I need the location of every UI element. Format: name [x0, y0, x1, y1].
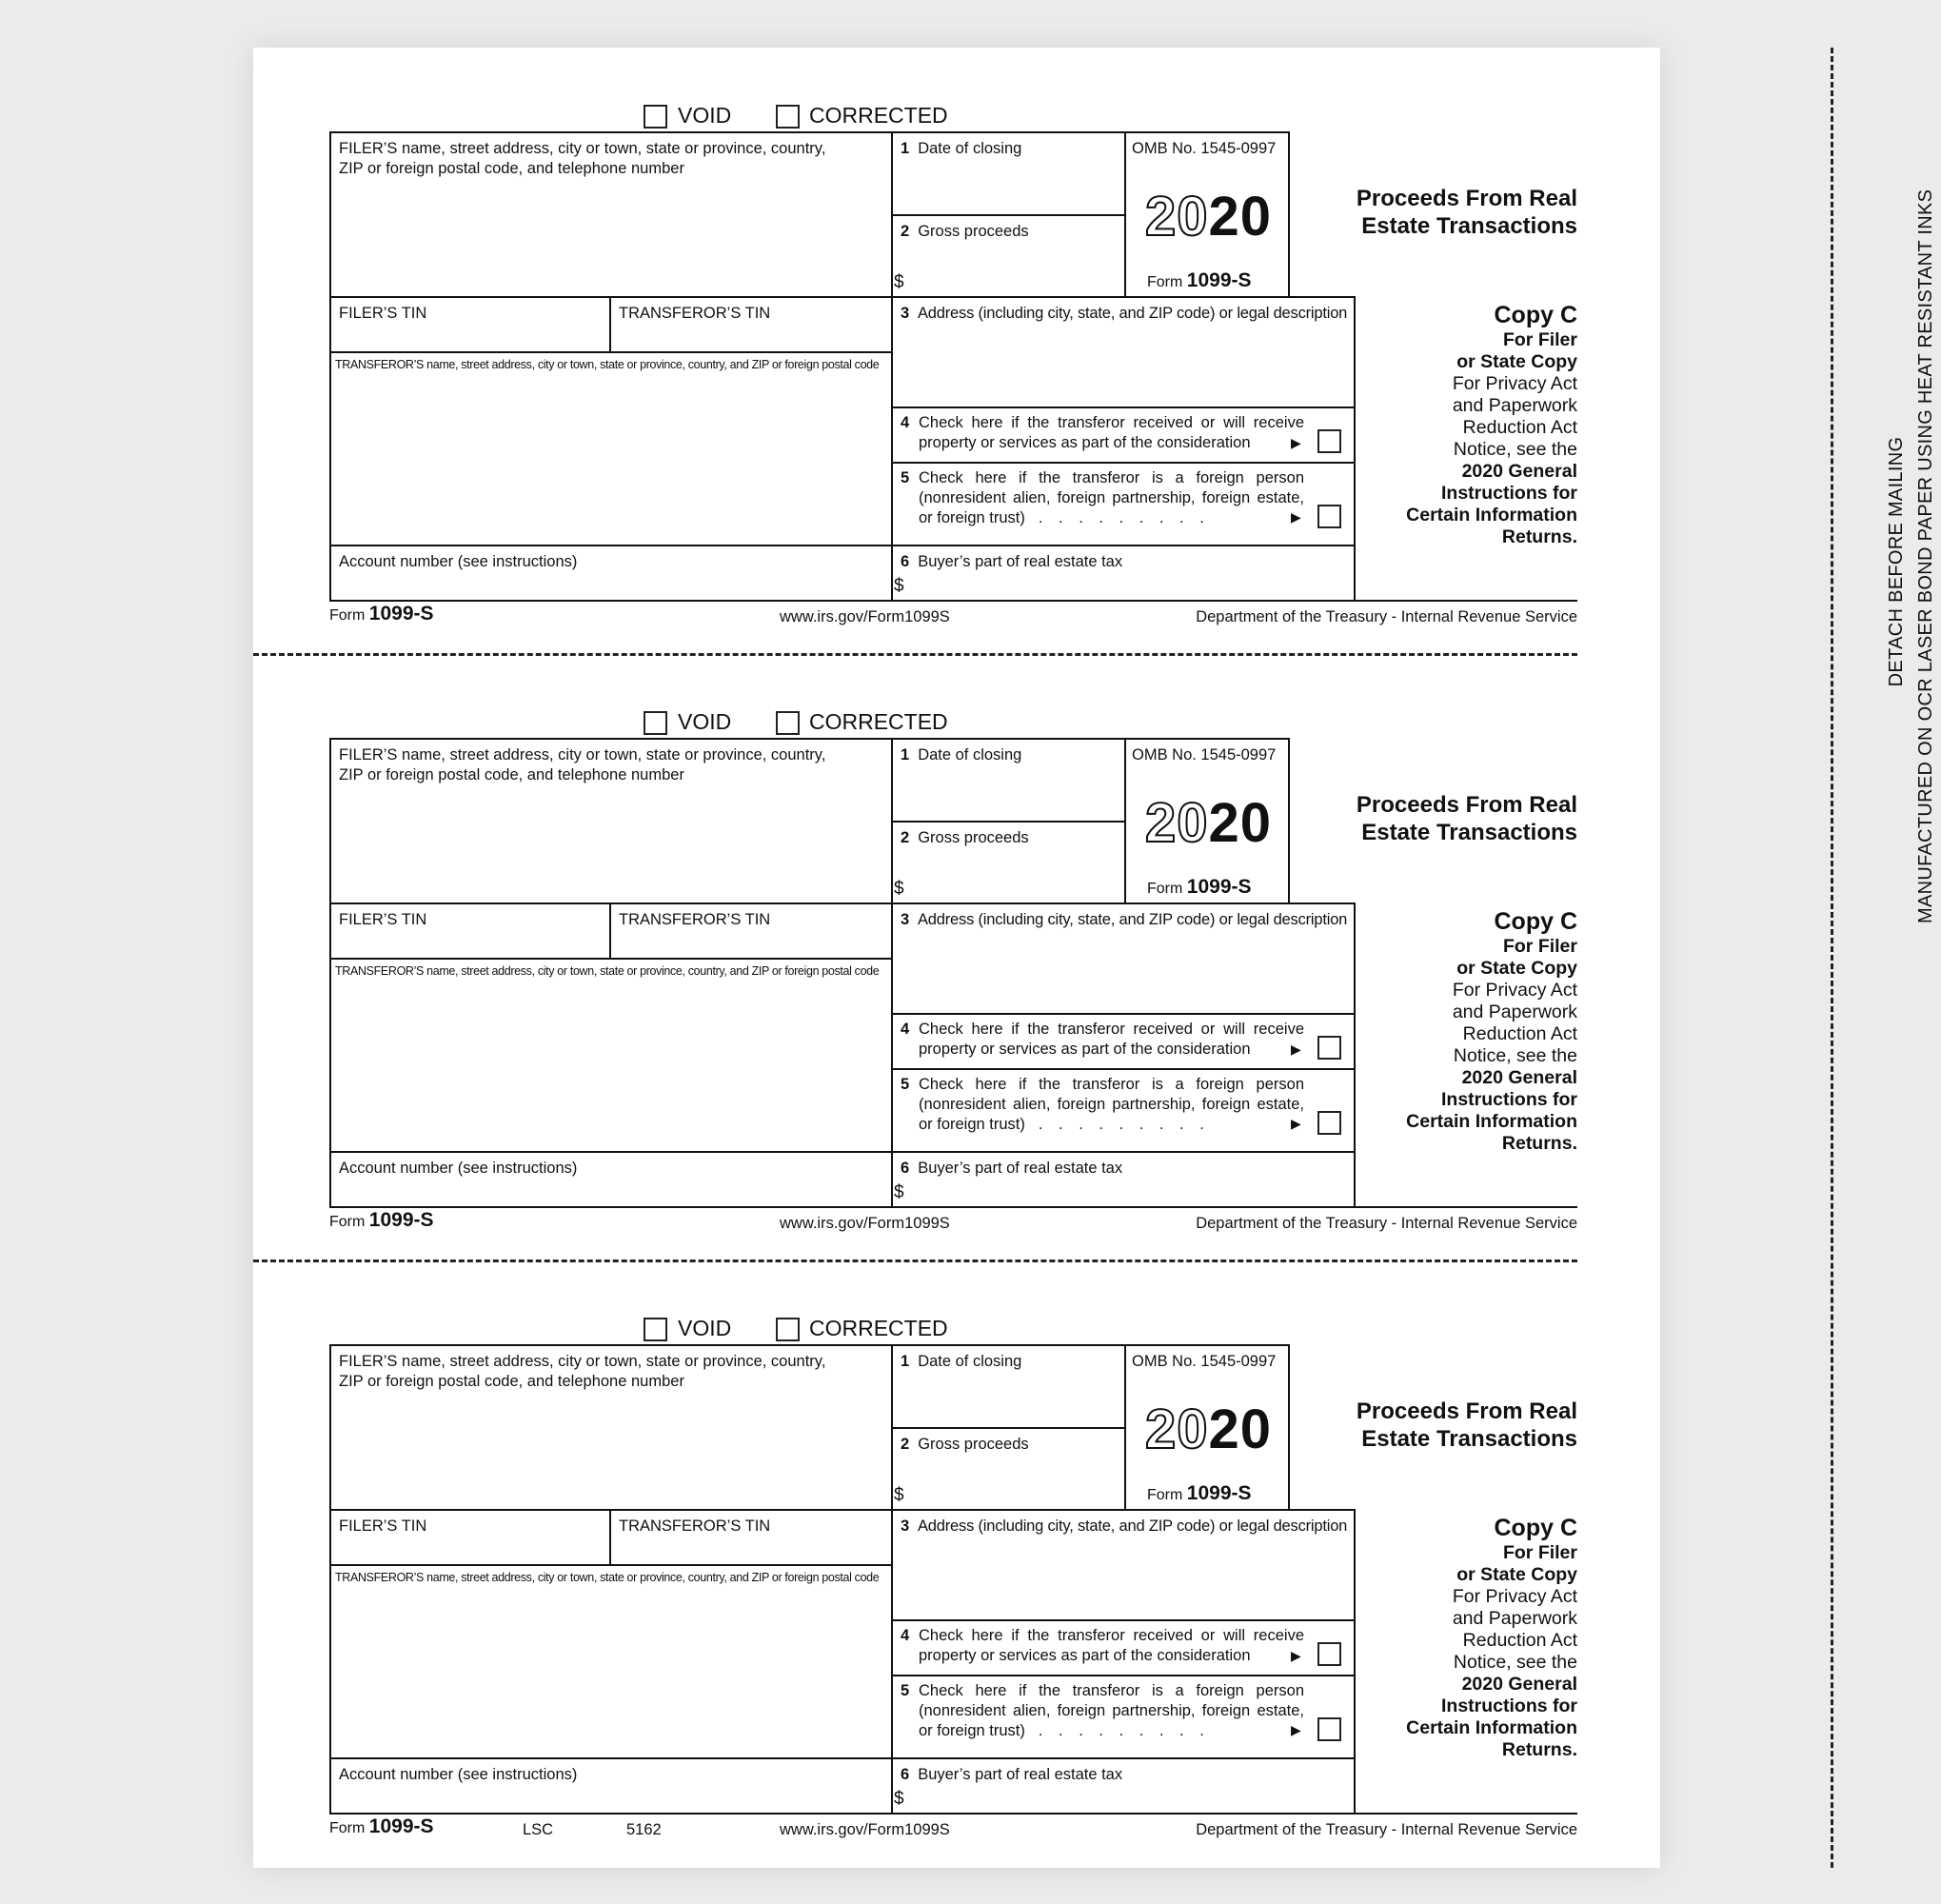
account-number-field[interactable]: Account number (see instructions): [339, 1766, 578, 1783]
footer-form-word: Form: [329, 1214, 366, 1230]
box4-text: [919, 1626, 1304, 1666]
privacy-line-8: Returns.: [1501, 526, 1577, 547]
copy-c-label: Copy C: [1494, 302, 1577, 328]
footer-form-id: [329, 1209, 434, 1232]
box6-number: 6: [901, 1160, 910, 1177]
box5-line-1: Check here if the transferor is a foreign person: [919, 469, 1304, 486]
box4-checkbox[interactable]: [1317, 1642, 1341, 1666]
corrected-label: CORRECTED: [809, 1316, 948, 1340]
box3-number: 3: [901, 911, 909, 928]
box4-text: [919, 1020, 1304, 1060]
filer-name-field[interactable]: [339, 1352, 881, 1392]
box4-num: 4: [901, 414, 910, 431]
year-outline-digits: 20: [1145, 186, 1209, 248]
privacy-line-3: Reduction Act: [1462, 1630, 1577, 1651]
title-line-2: Estate Transactions: [1361, 213, 1577, 239]
side-margin-text: [1882, 188, 1941, 923]
footer-form-id: [329, 603, 434, 625]
box1-divider: [891, 821, 1125, 823]
box4-checkbox[interactable]: [1317, 1036, 1341, 1060]
privacy-line-6: Instructions for: [1440, 1696, 1577, 1716]
dollar-sign: $: [894, 272, 904, 292]
privacy-line-4: Notice, see the: [1453, 439, 1577, 460]
filer-name-label-2: ZIP or foreign postal code, and telephone number: [339, 766, 684, 783]
box4-text: [919, 413, 1304, 453]
privacy-line-7: Certain Information: [1406, 1717, 1577, 1738]
omb-number: OMB No. 1545-0997: [1132, 746, 1277, 764]
tin-bottom-line: [329, 351, 893, 353]
account-number-field[interactable]: Account number (see instructions): [339, 553, 578, 570]
form-sheet: [253, 48, 1936, 1868]
dollar-sign: $: [894, 576, 904, 596]
box4-arrow-icon: ▶: [1291, 435, 1301, 450]
form-id-header: [1147, 269, 1252, 292]
form-title: [1300, 185, 1577, 240]
year-outline-digits: 20: [1145, 792, 1209, 854]
filer-name-label: FILER’S name, street address, city or town, state or province, country,: [339, 1353, 826, 1370]
box4-bottom-line: [891, 1068, 1356, 1070]
corrected-label: CORRECTED: [809, 103, 948, 128]
form-number: 1099-S: [1186, 876, 1252, 898]
void-checkbox[interactable]: [644, 105, 667, 129]
title-line-2: Estate Transactions: [1361, 820, 1577, 845]
box1-divider: [891, 1427, 1125, 1429]
filer-name-label-2: ZIP or foreign postal code, and telephone number: [339, 160, 684, 177]
corrected-checkbox[interactable]: [776, 1318, 800, 1341]
for-filer-label: For Filer: [1502, 329, 1577, 350]
privacy-line-8: Returns.: [1501, 1739, 1577, 1760]
box6-number: 6: [901, 1766, 910, 1783]
box4-line-1: Check here if the transferor received or will receive: [919, 414, 1304, 431]
box5-line-3: or foreign trust): [919, 1722, 1025, 1739]
box4-line-2: property or services as part of the consideration: [919, 1647, 1251, 1664]
box5-line-3: or foreign trust): [919, 509, 1025, 526]
footer-form-word: Form: [329, 607, 366, 624]
privacy-line-1: For Privacy Act: [1452, 1586, 1577, 1607]
for-filer-label: For Filer: [1502, 936, 1577, 957]
box2-number: 2: [901, 223, 910, 240]
privacy-line-6: Instructions for: [1440, 1089, 1577, 1110]
box5-text: [919, 1075, 1304, 1135]
box1-number: 1: [901, 1353, 910, 1370]
box3-property-address[interactable]: [901, 910, 1347, 930]
box4-arrow-icon: ▶: [1291, 1648, 1301, 1663]
transferor-name-field[interactable]: TRANSFEROR’S name, street address, city or town, state or province, country, and ZIP or foreign postal code: [335, 1571, 880, 1584]
privacy-line-2: and Paperwork: [1452, 1002, 1577, 1022]
copy-c-label: Copy C: [1494, 908, 1577, 935]
transferor-tin-field[interactable]: TRANSFEROR’S TIN: [619, 1517, 771, 1535]
privacy-line-5: 2020 General: [1461, 1674, 1577, 1695]
box4-arrow-icon: ▶: [1291, 1041, 1301, 1057]
dollar-sign: $: [894, 1789, 904, 1809]
title-line-1: Proceeds From Real: [1356, 792, 1577, 818]
box2-number: 2: [901, 1436, 910, 1453]
box2-gross-proceeds[interactable]: [901, 1435, 1029, 1455]
department-name: Department of the Treasury - Internal Revenue Service: [1196, 608, 1577, 625]
box2-label: Gross proceeds: [918, 223, 1029, 240]
or-state-label: or State Copy: [1456, 1564, 1577, 1585]
box3-bottom-line: [891, 1619, 1356, 1621]
filer-name-label-2: ZIP or foreign postal code, and telephone number: [339, 1373, 684, 1390]
box5-checkbox[interactable]: [1317, 1717, 1341, 1741]
box3-label: Address (including city, state, and ZIP code) or legal description: [917, 911, 1348, 928]
box4-bottom-line: [891, 462, 1356, 464]
vertical-perforation: [1831, 48, 1833, 1868]
omb-number: OMB No. 1545-0997: [1132, 140, 1277, 157]
transferor-name-field[interactable]: TRANSFEROR’S name, street address, city or town, state or province, country, and ZIP or foreign postal code: [335, 358, 880, 371]
box3-label: Address (including city, state, and ZIP code) or legal description: [917, 305, 1348, 322]
tin-divider: [609, 902, 611, 960]
box6-buyers-tax[interactable]: [901, 552, 1122, 572]
column-divider: [891, 131, 893, 602]
box3-number: 3: [901, 1517, 909, 1535]
box1-divider: [891, 214, 1125, 216]
box4-line-2: property or services as part of the consideration: [919, 434, 1251, 451]
bottom-rule-extension: [1354, 600, 1577, 602]
privacy-line-2: and Paperwork: [1452, 1608, 1577, 1629]
box3-property-address[interactable]: [901, 304, 1347, 324]
copy-designation: [1357, 907, 1577, 1155]
box5-line-1: Check here if the transferor is a foreign person: [919, 1076, 1304, 1093]
filer-tin-field[interactable]: FILER’S TIN: [339, 305, 427, 322]
year-outline-digits: 20: [1145, 1398, 1209, 1460]
tax-year: [1145, 1398, 1273, 1460]
manufacturing-notice: MANUFACTURED ON OCR LASER BOND PAPER USING HEAT RESISTANT INKS: [1915, 188, 1936, 923]
box5-checkbox[interactable]: [1317, 1111, 1341, 1135]
box3-bottom-line: [891, 1013, 1356, 1015]
form-title: [1300, 791, 1577, 846]
form-copy: [253, 654, 1577, 1260]
filer-tin-field[interactable]: FILER’S TIN: [339, 911, 427, 928]
title-line-2: Estate Transactions: [1361, 1426, 1577, 1452]
department-name: Department of the Treasury - Internal Revenue Service: [1196, 1215, 1577, 1232]
void-checkbox[interactable]: [644, 1318, 667, 1341]
copy-c-label: Copy C: [1494, 1515, 1577, 1541]
copy-designation: [1357, 1514, 1577, 1761]
department-name: Department of the Treasury - Internal Revenue Service: [1196, 1821, 1577, 1838]
privacy-line-4: Notice, see the: [1453, 1045, 1577, 1066]
transferor-tin-field[interactable]: TRANSFEROR’S TIN: [619, 911, 771, 928]
box5-arrow-icon: ▶: [1291, 1116, 1301, 1131]
box1-number: 1: [901, 746, 910, 764]
privacy-line-1: For Privacy Act: [1452, 373, 1577, 394]
box2-gross-proceeds[interactable]: [901, 828, 1029, 848]
copy-designation: [1357, 301, 1577, 548]
privacy-line-7: Certain Information: [1406, 505, 1577, 526]
box4-num: 4: [901, 1021, 910, 1038]
box4-checkbox[interactable]: [1317, 429, 1341, 453]
box1-date-of-closing[interactable]: [901, 745, 1021, 765]
tin-divider: [609, 1509, 611, 1566]
box5-arrow-icon: ▶: [1291, 1722, 1301, 1737]
form-copy: [253, 1260, 1577, 1867]
void-label: VOID: [678, 709, 732, 734]
privacy-line-4: Notice, see the: [1453, 1652, 1577, 1673]
transferor-tin-field[interactable]: TRANSFEROR’S TIN: [619, 305, 771, 322]
irs-website: www.irs.gov/Form1099S: [780, 608, 950, 625]
column-divider: [891, 1344, 893, 1815]
box5-text: [919, 1681, 1304, 1741]
box5-arrow-icon: ▶: [1291, 509, 1301, 525]
privacy-line-1: For Privacy Act: [1452, 980, 1577, 1001]
or-state-label: or State Copy: [1456, 958, 1577, 979]
box5-checkbox[interactable]: [1317, 505, 1341, 528]
box5-num: 5: [901, 469, 910, 486]
privacy-line-7: Certain Information: [1406, 1111, 1577, 1132]
filer-name-label: FILER’S name, street address, city or town, state or province, country,: [339, 140, 826, 157]
box6-buyers-tax[interactable]: [901, 1765, 1122, 1785]
box5-text: [919, 468, 1304, 528]
box2-gross-proceeds[interactable]: [901, 222, 1029, 242]
box4-num: 4: [901, 1627, 910, 1644]
form-word: Form: [1147, 1487, 1183, 1503]
privacy-line-5: 2020 General: [1461, 1067, 1577, 1088]
box5-num: 5: [901, 1682, 910, 1699]
corrected-checkbox[interactable]: [776, 105, 800, 129]
footer-form-word: Form: [329, 1820, 366, 1836]
transferor-name-field[interactable]: TRANSFEROR’S name, street address, city or town, state or province, country, and ZIP or foreign postal code: [335, 964, 880, 978]
form-title: [1300, 1398, 1577, 1453]
box5-bottom-line: [329, 1757, 1356, 1759]
box5-line-2: (nonresident alien, foreign partnership, foreign estate,: [919, 1096, 1304, 1113]
box5-num: 5: [901, 1076, 910, 1093]
box3-number: 3: [901, 305, 909, 322]
box1-label: Date of closing: [918, 140, 1022, 157]
box4-bottom-line: [891, 1675, 1356, 1676]
tax-year: [1145, 792, 1273, 854]
box4-line-1: Check here if the transferor received or will receive: [919, 1021, 1304, 1038]
privacy-line-6: Instructions for: [1440, 483, 1577, 504]
filer-name-label: FILER’S name, street address, city or town, state or province, country,: [339, 746, 826, 764]
box5-line-1: Check here if the transferor is a foreign person: [919, 1682, 1304, 1699]
box5-bottom-line: [329, 545, 1356, 546]
box2-label: Gross proceeds: [918, 829, 1029, 846]
footer-form-number: 1099-S: [368, 1209, 434, 1231]
or-state-label: or State Copy: [1456, 351, 1577, 372]
box6-buyers-tax[interactable]: [901, 1159, 1122, 1179]
footer-code: 5162: [626, 1821, 662, 1838]
dot-leader: . . . . . . . . .: [1038, 1722, 1210, 1739]
dollar-sign: $: [894, 1182, 904, 1202]
box1-label: Date of closing: [918, 1353, 1022, 1370]
footer-form-number: 1099-S: [368, 1815, 434, 1837]
box2-number: 2: [901, 829, 910, 846]
box4-line-2: property or services as part of the consideration: [919, 1041, 1251, 1058]
void-label: VOID: [678, 103, 732, 128]
corrected-label: CORRECTED: [809, 709, 948, 734]
dot-leader: . . . . . . . . .: [1038, 1116, 1210, 1133]
box5-bottom-line: [329, 1151, 1356, 1153]
box1-date-of-closing[interactable]: [901, 1352, 1021, 1372]
form-word: Form: [1147, 881, 1183, 897]
dollar-sign: $: [894, 879, 904, 899]
box1-date-of-closing[interactable]: [901, 139, 1021, 159]
footer-form-id: [329, 1815, 434, 1838]
bottom-rule-extension: [1354, 1206, 1577, 1208]
box6-label: Buyer’s part of real estate tax: [918, 553, 1123, 570]
form-word: Form: [1147, 274, 1183, 290]
footer-lsc: LSC: [523, 1821, 554, 1838]
box1-number: 1: [901, 140, 910, 157]
detach-notice: DETACH BEFORE MAILING: [1886, 436, 1907, 687]
box2-label: Gross proceeds: [918, 1436, 1029, 1453]
form-copy: [253, 48, 1577, 654]
corrected-checkbox[interactable]: [776, 711, 800, 735]
title-line-1: Proceeds From Real: [1356, 186, 1577, 211]
column-divider: [891, 738, 893, 1208]
year-solid-digits: 20: [1208, 1398, 1273, 1460]
box5-line-3: or foreign trust): [919, 1116, 1025, 1133]
box1-label: Date of closing: [918, 746, 1022, 764]
privacy-line-3: Reduction Act: [1462, 417, 1577, 438]
filer-tin-field[interactable]: FILER’S TIN: [339, 1517, 427, 1535]
box4-line-1: Check here if the transferor received or will receive: [919, 1627, 1304, 1644]
tin-bottom-line: [329, 1564, 893, 1566]
void-label: VOID: [678, 1316, 732, 1340]
privacy-line-5: 2020 General: [1461, 461, 1577, 482]
tax-year: [1145, 188, 1272, 246]
box6-number: 6: [901, 553, 910, 570]
title-line-1: Proceeds From Real: [1356, 1398, 1577, 1424]
form-number: 1099-S: [1186, 269, 1252, 291]
filer-name-field[interactable]: [339, 139, 881, 179]
box3-label: Address (including city, state, and ZIP code) or legal description: [917, 1517, 1348, 1535]
irs-website: www.irs.gov/Form1099S: [780, 1215, 950, 1232]
bottom-rule-extension: [1354, 1813, 1577, 1815]
void-checkbox[interactable]: [644, 711, 667, 735]
tin-bottom-line: [329, 958, 893, 960]
box5-line-2: (nonresident alien, foreign partnership, foreign estate,: [919, 489, 1304, 506]
for-filer-label: For Filer: [1502, 1542, 1577, 1563]
account-number-field[interactable]: Account number (see instructions): [339, 1160, 578, 1177]
year-solid-digits: 20: [1208, 792, 1273, 854]
filer-name-field[interactable]: [339, 745, 881, 785]
omb-number: OMB No. 1545-0997: [1132, 1353, 1277, 1370]
box6-label: Buyer’s part of real estate tax: [918, 1766, 1123, 1783]
box6-label: Buyer’s part of real estate tax: [918, 1160, 1123, 1177]
irs-website: www.irs.gov/Form1099S: [780, 1821, 950, 1838]
privacy-line-8: Returns.: [1501, 1133, 1577, 1154]
form-number: 1099-S: [1186, 1482, 1252, 1504]
box3-bottom-line: [891, 407, 1356, 408]
dollar-sign: $: [894, 1485, 904, 1505]
tin-divider: [609, 296, 611, 353]
box3-property-address[interactable]: [901, 1517, 1347, 1537]
year-solid-digits: 20: [1208, 186, 1273, 248]
dot-leader: . . . . . . . . .: [1038, 509, 1210, 526]
form-id-header: [1147, 1482, 1252, 1505]
privacy-line-2: and Paperwork: [1452, 395, 1577, 416]
form-id-header: [1147, 876, 1252, 899]
footer-form-number: 1099-S: [368, 603, 434, 625]
box5-line-2: (nonresident alien, foreign partnership, foreign estate,: [919, 1702, 1304, 1719]
privacy-line-3: Reduction Act: [1462, 1023, 1577, 1044]
